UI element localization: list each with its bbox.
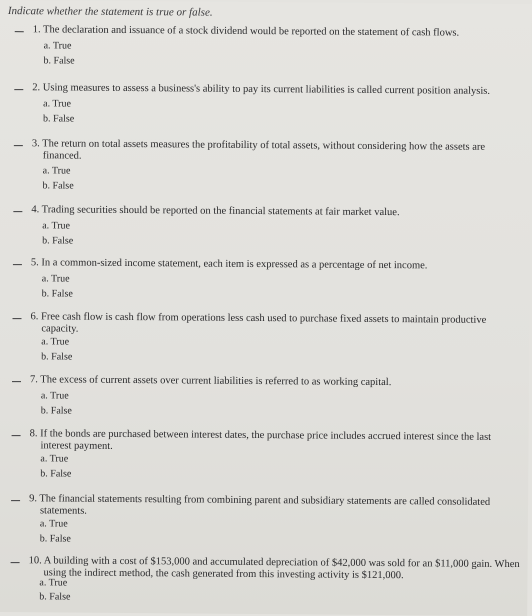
option-true[interactable]: a. True bbox=[40, 390, 69, 402]
option-false[interactable]: b. False bbox=[41, 351, 73, 363]
answer-blank[interactable] bbox=[13, 211, 22, 212]
question-6 bbox=[0, 311, 528, 363]
answer-blank[interactable] bbox=[14, 145, 23, 146]
question-stem bbox=[32, 138, 485, 165]
answer-blank[interactable] bbox=[13, 264, 22, 265]
answer-blank[interactable] bbox=[12, 381, 21, 382]
question-stem bbox=[29, 493, 490, 520]
option-false[interactable]: b. False bbox=[42, 235, 74, 247]
answer-blank[interactable] bbox=[14, 89, 23, 90]
stem-line: interest payment. bbox=[40, 439, 113, 452]
answer-blank[interactable] bbox=[12, 435, 21, 436]
instructions: Indicate whether the statement is true or false. bbox=[7, 5, 213, 19]
answer-blank[interactable] bbox=[11, 500, 20, 501]
stem-line: using the indirect method, the cash generated from this investing activity is $121,000. bbox=[43, 566, 404, 581]
stem-line: 1. The declaration and issuance of a stock dividend would be reported on the statement of cash flows. bbox=[32, 24, 460, 39]
question-stem bbox=[28, 555, 519, 582]
stem-line: 5. In a common-sized income statement, each item is expressed as a percentage of net income. bbox=[30, 257, 428, 272]
option-true[interactable]: a. True bbox=[43, 98, 72, 110]
option-true[interactable]: a. True bbox=[41, 273, 70, 285]
question-stem bbox=[33, 24, 459, 39]
stem-line: 10. A building with a cost of $153,000 and accumulated depreciation of $42,000 was sold for an $11,000 gain. When bbox=[28, 555, 520, 571]
option-true[interactable]: a. True bbox=[42, 165, 71, 177]
question-4 bbox=[0, 204, 528, 247]
option-false[interactable]: b. False bbox=[40, 468, 72, 480]
question-2 bbox=[0, 82, 529, 125]
stem-line: 2. Using measures to assess a business's ability to pay its current liabilities is called current position analysis. bbox=[32, 82, 491, 97]
option-true[interactable]: a. True bbox=[40, 453, 69, 465]
question-stem bbox=[31, 204, 399, 218]
option-false[interactable]: b. False bbox=[40, 405, 72, 417]
stem-line: 7. The excess of current assets over current liabilities is referred to as working capital. bbox=[29, 374, 392, 389]
option-false[interactable]: b. False bbox=[41, 288, 73, 300]
answer-blank[interactable] bbox=[12, 318, 21, 319]
question-stem bbox=[29, 428, 491, 455]
stem-line: capacity. bbox=[41, 322, 79, 335]
option-false[interactable]: b. False bbox=[39, 591, 71, 603]
stem-line: 8. If the bonds are purchased between interest dates, the purchase price includes accrued interest since the last bbox=[29, 428, 492, 443]
question-stem bbox=[30, 374, 391, 388]
option-false[interactable]: b. False bbox=[42, 180, 74, 192]
option-true[interactable]: a. True bbox=[39, 518, 68, 530]
stem-line: 4. Trading securities should be reported on the financial statements at fair market value. bbox=[31, 204, 400, 219]
stem-line: 9. The financial statements resulting from combining parent and subsidiary statements are called consolidated bbox=[29, 493, 491, 508]
question-9 bbox=[0, 493, 526, 545]
stem-line: 3. The return on total assets measures the profitability of total assets, without considering how the assets are bbox=[31, 138, 486, 153]
question-stem bbox=[30, 311, 486, 338]
question-stem bbox=[32, 82, 490, 97]
option-false[interactable]: b. False bbox=[39, 533, 71, 545]
question-10 bbox=[0, 555, 526, 603]
question-1 bbox=[0, 24, 530, 67]
stem-line: statements. bbox=[39, 504, 87, 517]
option-false[interactable]: b. False bbox=[43, 113, 75, 125]
question-7 bbox=[0, 374, 527, 417]
stem-line: 6. Free cash flow is cash flow from operations less cash used to purchase fixed assets to maintain productive bbox=[30, 311, 487, 326]
stem-line: financed. bbox=[42, 149, 82, 162]
answer-blank[interactable] bbox=[15, 31, 24, 32]
option-false[interactable]: b. False bbox=[43, 55, 75, 67]
option-true[interactable]: a. True bbox=[41, 336, 70, 348]
question-5 bbox=[0, 257, 528, 300]
question-3 bbox=[0, 138, 529, 192]
question-8 bbox=[0, 428, 527, 480]
option-true[interactable]: a. True bbox=[42, 220, 71, 232]
option-true[interactable]: a. True bbox=[39, 577, 68, 589]
option-true[interactable]: a. True bbox=[43, 40, 72, 52]
question-stem bbox=[31, 257, 428, 272]
answer-blank[interactable] bbox=[11, 562, 20, 563]
